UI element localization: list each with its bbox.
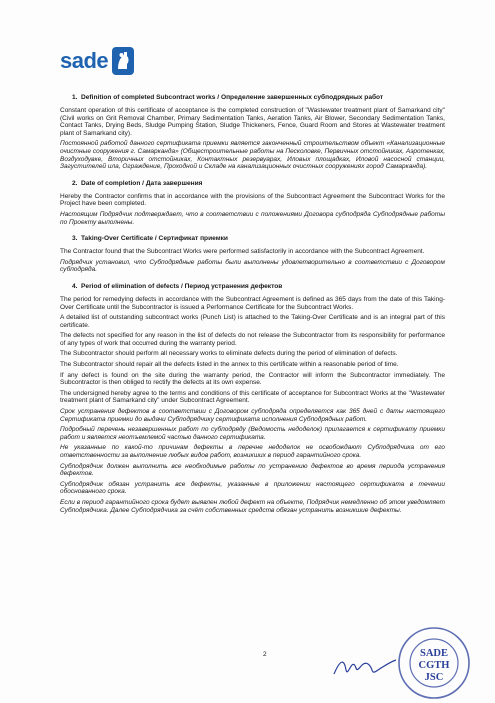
paragraph-russian: Постоянной работой данного сертификата приемки является законченный строительством объект «Канализационные очистные сооружения г. Самарканда» (Общестроительные работы на Песколовке, Первичных отстойниках, Аэротенках, Воздуходувке, Вторичных отстойниках, Контактных резервуарах, Иловых площадках, Иловой насосной станции, Загустителей ила, Ограждение, Проходной и Складе на канализационных очистных сооружениях город Самарканда). (60, 140, 445, 171)
paragraph-english: A detailed list of outstanding subcontract works (Punch List) is attached to the Taking-Over Certificate and is an integral part of this certificate. (60, 314, 445, 329)
paragraph-russian: Субподрядчик должен выполнить все необходимые работы по устранению дефектов во время периода устранения дефектов. (60, 462, 445, 478)
paragraph-english: The Subcontractor should repair all the defects listed in the annex to this certificate within a reasonable period of time. (60, 361, 399, 369)
paragraph-russian: Если в период гарантийного срока будет выявлен любой дефект на объекте, Подрядчик немедленно об этом уведомляет Субподрядчика. Далее Субподрядчика за счёт собственных средств обязан устранить возникшие дефекты. (60, 498, 445, 514)
paragraph-english: The Subcontractor should perform all necessary works to eliminate defects during the period of elimination of defects. (60, 350, 398, 358)
seal-text (419, 648, 450, 683)
section-heading (72, 94, 445, 102)
seal-line: CGTH (418, 660, 450, 671)
section-heading (72, 235, 445, 243)
paragraph-russian: Не указанные по какой-то причинам дефекты в перечне недоделок не освобождают Субподрядчика от его ответственности за выполнение любых видов работ, возникших в период гарантийного срока. (60, 444, 445, 459)
logo-text: sade (60, 48, 109, 73)
section-heading-text: Period of elimination of defects / Период устранения дефектов (81, 282, 283, 290)
section-heading (72, 180, 445, 188)
seal-line: JSC (424, 672, 444, 683)
document-body (60, 94, 445, 517)
signature-icon (330, 650, 400, 680)
paragraph-english: The period for remedying defects in accordance with the Subcontract Agreement is defined as 365 days from the date of this Taking-Over Certificate until the Subcontractor is issued a Performance Certificate for the Subcontract Works. (60, 295, 445, 311)
paragraph-russian: Подрядчик установил, что Субподрядные работы были выполнены удовлетворительно в соответствии с Договором субподряда. (60, 258, 445, 274)
seal-line: SADE (419, 648, 449, 659)
paragraph-english: The defects not specified for any reason in the list of defects do not release the Subcontractor from its responsibility for performance of any types of work that occurred during the warranty period. (60, 332, 445, 347)
page-number: 2 (263, 651, 267, 658)
paragraph-english: Constant operation of this certificate of acceptance is the completed construction of "Wastewater treatment plant of Samarkand city" (Civil works on Grit Removal Chamber, Primary Sedimentation Tanks, Aeration Tanks, Air Blower, Secondary Sedimentation Tanks, Contact Tanks, Drying Beds, Sludge Pumping Station, Sludge Thickeners, Fence, Guard Room and Stores at Wastewater treatment plant of Samarkand city). (60, 107, 445, 137)
paragraph-english: The undersigned hereby agree to the terms and conditions of this certificate of acceptance for Subcontract Works at the "Wastewater treatment plant of Samarkand city" under Subcontract Agreement. (60, 389, 445, 405)
company-logo (60, 44, 134, 78)
paragraph-russian: Субподрядчик обязан устранить все дефекты, указанные в приложении настоящего сертификата в течении обоснованного срока. (60, 480, 445, 496)
paragraph-russian: Подробный перечень незавершенных работ по субподряду (Ведомость недоделок) прилагается к сертификату приемки работ и является неотъемлемой частью данного сертификата. (60, 426, 445, 441)
section-number: 2. (72, 179, 78, 187)
section-number: 3. (72, 235, 78, 243)
paragraph-russian: Настоящим Подрядчик подтверждает, что в соответствии с положениями Договора субподряда Субподрядные работы по Проекту выполнены. (60, 210, 445, 226)
section-heading (72, 283, 445, 291)
company-seal-icon (397, 626, 471, 700)
paragraph-english: Hereby the Contractor confirms that in accordance with the provisions of the Subcontract Agreement the Subcontract Works for the Project have been completed. (60, 192, 445, 208)
logo-mark-icon (112, 47, 134, 75)
section-heading-text: Taking-Over Certificate / Сертификат приемки (81, 235, 228, 243)
section-number: 1. (72, 94, 78, 101)
section-heading-text: Definition of completed Subcontract works / Определение завершенных субподрядных работ (81, 94, 384, 101)
section-number: 4. (72, 282, 78, 290)
paragraph-english: The Contractor found that the Subcontract Works were performed satisfactorily in accordance with the Subcontract Agreement. (60, 248, 425, 256)
paragraph-english: If any defect is found on the site during the warranty period, the Contractor will inform the Subcontractor immediately. The Subcontractor is then obliged to rectify the defects at its own expense. (60, 371, 445, 387)
section-heading-text: Date of completion / Дата завершения (81, 179, 203, 187)
paragraph-russian: Срок устранения дефектов в соответствии с Договором субподряда определяется как 365 дней с даты настоящего Сертификата приемки до выдачи Субподрядчику сертификата исполнения Субподрядных работ. (60, 408, 445, 423)
